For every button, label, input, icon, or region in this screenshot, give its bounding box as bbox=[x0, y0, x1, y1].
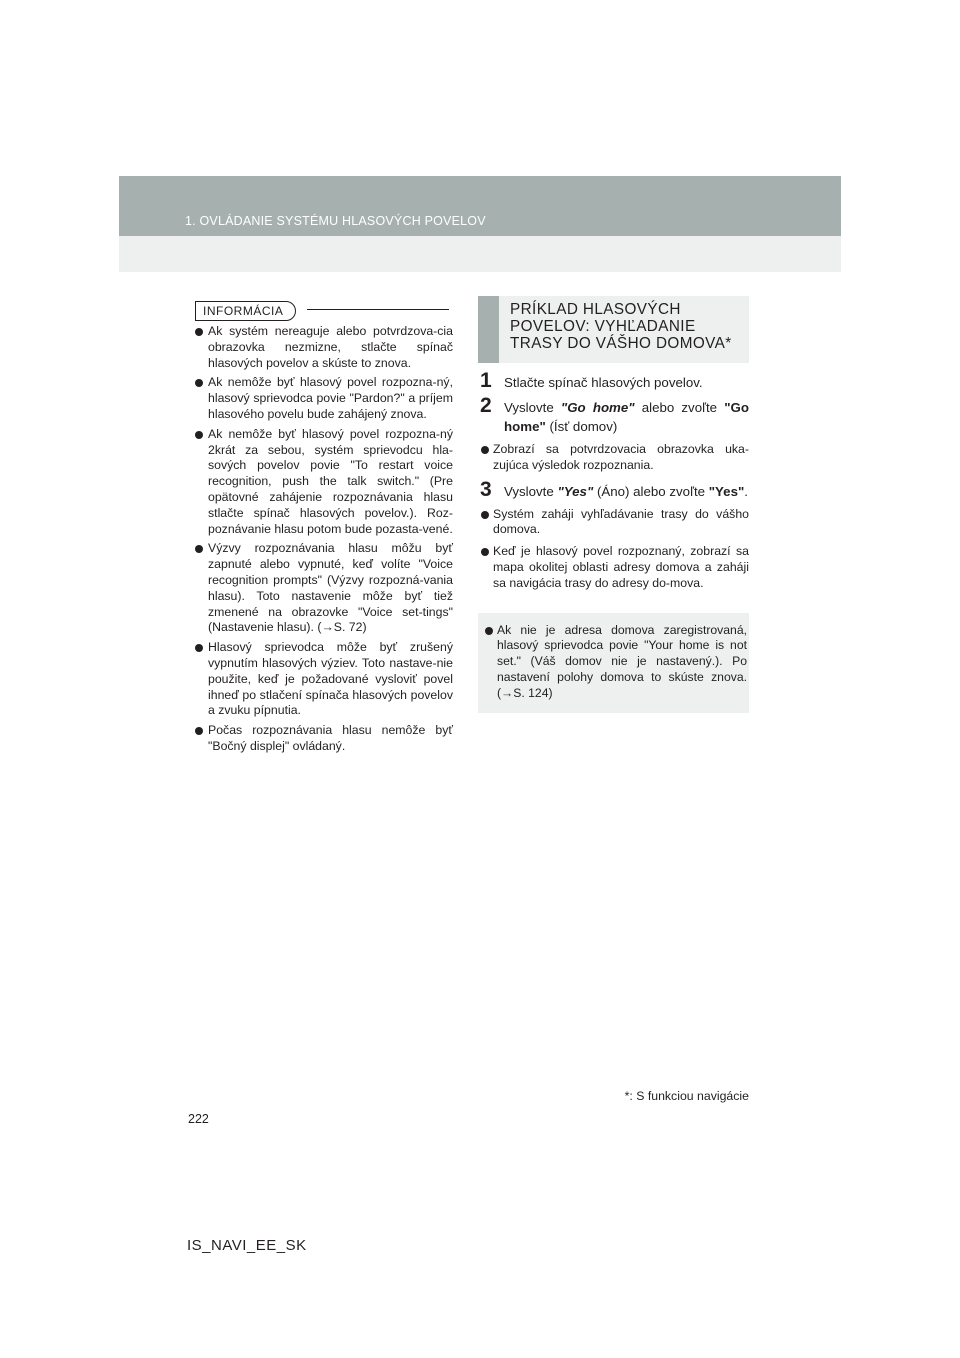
step-number: 2 bbox=[480, 394, 492, 417]
step-number: 3 bbox=[480, 477, 492, 501]
step-note: Keď je hlasový povel rozpoznaný, zobrazí sa mapa okolitej oblasti adresy domova a zaháji sa navigácia trasy do adresy do-mova. bbox=[478, 544, 749, 591]
information-rule bbox=[307, 309, 449, 310]
bullet-dot-icon bbox=[195, 644, 203, 652]
info-item: Hlasový sprievodca môže byť zrušený vypnutím hlasových výziev. Toto nastave-nie použite, keď je požadované vysloviť povel ihneď po stlačení spínača hlasových povelov a zvuku pípnutia. bbox=[195, 640, 453, 719]
page-number: 222 bbox=[188, 1112, 209, 1126]
bullet-dot-icon bbox=[481, 511, 489, 519]
step-3: 3 Vyslovte "Yes" (Áno) alebo zvoľte "Yes". bbox=[480, 477, 748, 501]
section-header bbox=[478, 296, 749, 363]
info-item: Ak systém nereaguje alebo potvrdzova-cia obrazovka nezmizne, stlačte spínač hlasových povelov a skúste to znova. bbox=[195, 324, 453, 371]
chapter-title: 1. OVLÁDANIE SYSTÉMU HLASOVÝCH POVELOV bbox=[185, 214, 486, 228]
screen-button-label: "Yes" bbox=[708, 483, 745, 499]
info-item: Počas rozpoznávania hlasu nemôže byť "Bočný displej" ovládaný. bbox=[195, 723, 453, 755]
bullet-dot-icon bbox=[195, 379, 203, 387]
header-subbar bbox=[119, 236, 841, 272]
info-item: Ak nemôže byť hlasový povel rozpozna-ný 2krát za sebou, systém sprievodcu hla-sových povelov povie "To restart voice recognition, push the talk switch." (Pre opätovné zahájenie rozpoznávania hlasu stlačte spínač hlasových povelov.). Roz-poznávanie hlasu potom bude pozasta-vené. bbox=[195, 427, 453, 538]
step-text: Stlačte spínač hlasových povelov. bbox=[504, 375, 703, 390]
footnote: *: S funkciou navigácie bbox=[624, 1089, 749, 1103]
step-2: 2 Vyslovte "Go home" alebo zvoľte "Go home" (Ísť domov) bbox=[480, 394, 749, 434]
bullet-dot-icon bbox=[195, 328, 203, 336]
information-label: INFORMÁCIA bbox=[195, 301, 296, 321]
procedure-column bbox=[478, 296, 749, 713]
section-stripe bbox=[478, 296, 499, 363]
info-item: Ak nemôže byť hlasový povel rozpozna-ný, hlasový sprievodca povie "Pardon?" a príjem hlasového povelu bude zahájený znova. bbox=[195, 375, 453, 422]
bullet-dot-icon bbox=[195, 727, 203, 735]
header-bar bbox=[119, 176, 841, 236]
section-title: PRÍKLAD HLASOVÝCH POVELOV: VYHĽADANIE TRASY DO VÁŠHO DOMOVA* bbox=[510, 301, 732, 352]
information-list bbox=[195, 324, 453, 755]
info-item: Výzvy rozpoznávania hlasu môžu byť zapnuté alebo vypnuté, keď volíte "Voice recognition prompts" (Výzvy rozpozná-vania hlasu). Toto nastavenie môže byť tiež zmenené na obrazovke "Voice set-tings" (Nastavenie hlasu). (→S. 72) bbox=[195, 541, 453, 636]
voice-command: "Yes" bbox=[557, 483, 594, 499]
step-1 bbox=[478, 369, 749, 392]
bullet-dot-icon bbox=[195, 431, 203, 439]
note-box bbox=[478, 613, 749, 713]
bullet-dot-icon bbox=[195, 545, 203, 553]
bullet-dot-icon bbox=[481, 548, 489, 556]
note-item: Ak nie je adresa domova zaregistrovaná, hlasový sprievodca povie "Your home is not set." (Váš domov nie je nastavený.). Po nastavení polohy domova to skúste znova. (→S. 124) bbox=[482, 623, 747, 702]
bullet-dot-icon bbox=[481, 446, 489, 454]
step-note: Zobrazí sa potvrdzovacia obrazovka uka-zujúca výsledok rozpoznania. bbox=[478, 442, 749, 474]
information-panel bbox=[195, 301, 453, 759]
bullet-dot-icon bbox=[485, 627, 493, 635]
screen-button-label: "Go home" bbox=[504, 400, 749, 434]
step-note: Systém zaháji vyhľadávanie trasy do vášho domova. bbox=[478, 507, 749, 539]
step-number: 1 bbox=[480, 369, 492, 392]
document-code: IS_NAVI_EE_SK bbox=[187, 1237, 307, 1254]
voice-command: "Go home" bbox=[560, 400, 635, 415]
